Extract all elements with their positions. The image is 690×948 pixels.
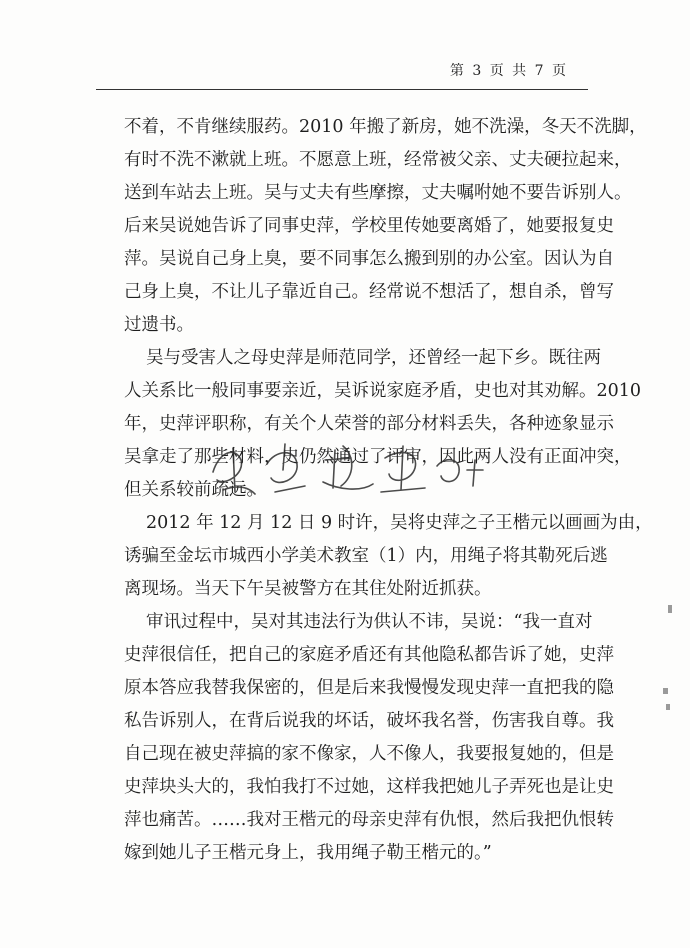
body-line: 萍。吴说自己身上臭，要不同事怎么搬到别的办公室。因认为自 bbox=[124, 249, 614, 269]
body-line: 吴与受害人之母史萍是师范同学，还曾经一起下乡。既往两 bbox=[146, 348, 601, 368]
body-line: 史萍很信任，把自己的家庭矛盾还有其他隐私都告诉了她，史萍 bbox=[124, 645, 614, 665]
body-line: 自己现在被史萍搞的家不像家，人不像人，我要报复她的，但是 bbox=[124, 744, 614, 764]
body-line: 史萍块头大的，我怕我打不过她，这样我把她儿子弄死也是让史 bbox=[124, 777, 614, 797]
body-line: 原本答应我替我保密的，但是后来我慢慢发现史萍一直把我的隐 bbox=[124, 678, 614, 698]
body-line: 嫁到她儿子王楷元身上，我用绳子勒王楷元的。” bbox=[124, 843, 492, 863]
body-line: 送到车站去上班。吴与丈夫有些摩擦，丈夫嘱咐她不要告诉别人。 bbox=[124, 183, 632, 203]
body-line: 有时不洗不漱就上班。不愿意上班，经常被父亲、丈夫硬拉起来， bbox=[124, 150, 632, 170]
scan-edge-mark bbox=[663, 688, 668, 694]
header-rule bbox=[96, 89, 588, 90]
body-line: 私告诉别人，在背后说我的坏话，破坏我名誉，伤害我自尊。我 bbox=[124, 711, 614, 731]
body-line: 但关系较前疏远。 bbox=[124, 480, 264, 500]
body-line: 2012 年 12 月 12 日 9 时许，吴将史萍之子王楷元以画画为由， bbox=[146, 513, 653, 533]
body-line: 年，史萍评职称，有关个人荣誉的部分材料丢失，各种迹象显示 bbox=[124, 414, 614, 434]
body-line: 离现场。当天下午吴被警方在其住处附近抓获。 bbox=[124, 579, 492, 599]
body-line: 萍也痛苦。……我对王楷元的母亲史萍有仇恨，然后我把仇恨转 bbox=[124, 810, 614, 830]
body-line: 诱骗至金坛市城西小学美术教室（1）内，用绳子将其勒死后逃 bbox=[124, 546, 608, 566]
body-line: 不着，不肯继续服药。2010 年搬了新房，她不洗澡，冬天不洗脚， bbox=[124, 117, 647, 137]
scan-edge-mark bbox=[668, 605, 672, 613]
body-line: 己身上臭，不让儿子靠近自己。经常说不想活了，想自杀，曾写 bbox=[124, 282, 614, 302]
body-line: 审讯过程中，吴对其违法行为供认不讳，吴说：“我一直对 bbox=[146, 612, 593, 632]
page-number-header: 第 3 页 共 7 页 bbox=[449, 63, 568, 79]
body-line: 过遗书。 bbox=[124, 315, 194, 335]
scan-edge-mark bbox=[666, 704, 670, 710]
body-line: 人关系比一般同事要亲近，吴诉说家庭矛盾，史也对其劝解。2010 bbox=[124, 381, 642, 401]
body-line: 吴拿走了那些材料，史仍然通过了评审，因此两人没有正面冲突， bbox=[124, 447, 632, 467]
body-line: 后来吴说她告诉了同事史萍，学校里传她要离婚了，她要报复史 bbox=[124, 216, 614, 236]
